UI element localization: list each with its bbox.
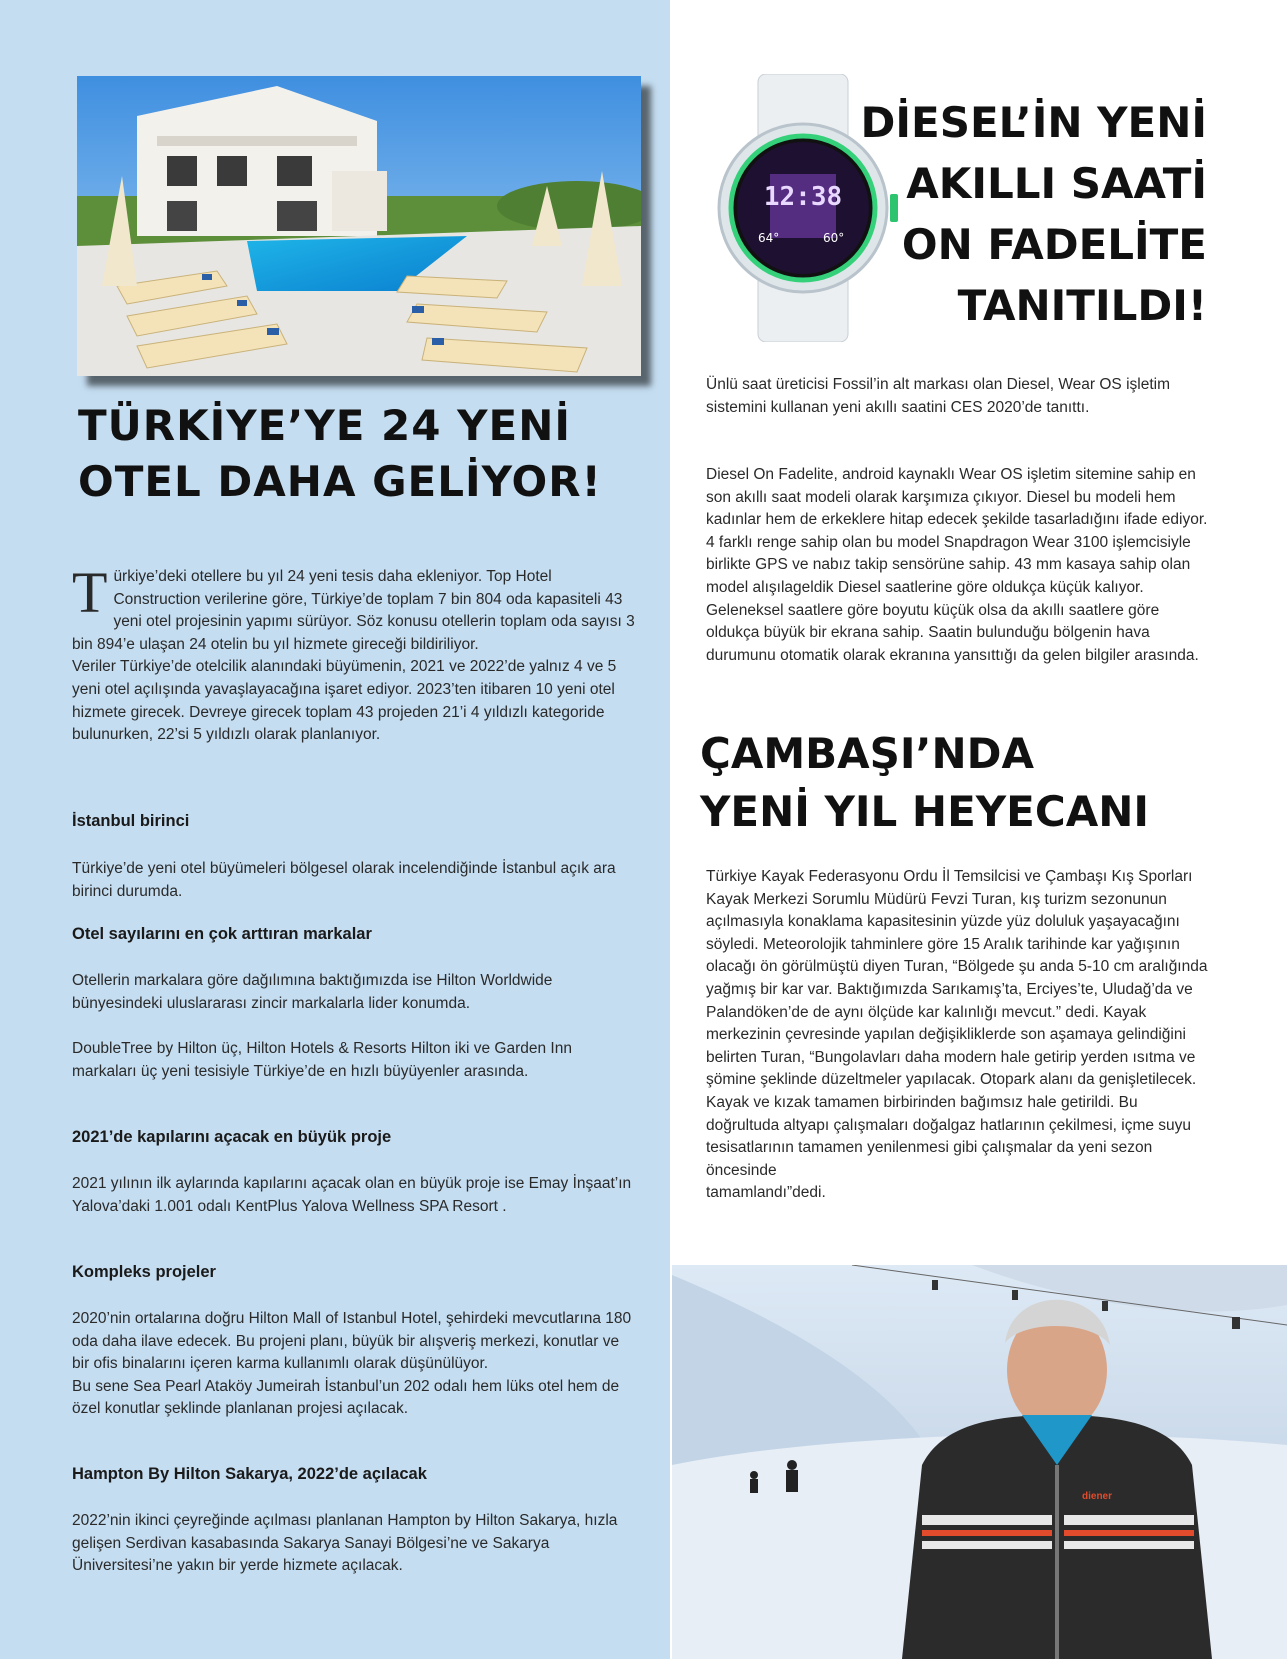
ski-paragraph — [706, 866, 1212, 1205]
left-article-intro — [72, 560, 638, 747]
watch-paragraph-1: Ünlü saat üreticisi Fossil’in alt markası olan Diesel, Wear OS işletim sistemini kullanan yeni akıllı saatini CES 2020’de tanıttı. — [706, 376, 1171, 416]
paragraph-doubletree: DoubleTree by Hilton üç, Hilton Hotels & Resorts Hilton iki ve Garden Inn markaları üç yeni tesisiyle Türkiye’de en hızlı büyüyenler arasında. — [72, 1040, 572, 1080]
hotel-pool-photo — [77, 76, 641, 376]
watch-left-temp: 64° — [758, 231, 780, 245]
paragraph-hilton-mall: 2020’nin ortalarına doğru Hilton Mall of Istanbul Hotel, şehirdeki mevcutlarına 180 oda daha ilave edecek. Bu projeni planı, büyük bir alışveriş merkezi, konutlar ve bir ofis binalarını içeren karma kullanımlı olarak düşünülüyor. — [72, 1310, 632, 1373]
watch-title-line4: TANITILDI! — [957, 281, 1207, 330]
subheading-hampton: Hampton By Hilton Sakarya, 2022’de açılacak — [72, 1465, 427, 1483]
paragraph-hampton: 2022’nin ikinci çeyreğinde açılması planlanan Hampton by Hilton Sakarya, hızla gelişen Serdivan kasabasında Sakarya Sanayi Bölgesi’ne ve Sakarya Üniversitesi’ne yakın bir yerde hizmete açılacak. — [72, 1512, 618, 1575]
watch-title-line1: DİESEL’İN YENİ — [860, 98, 1207, 147]
watch-title-line2: AKILLI SAATİ — [906, 159, 1207, 208]
watch-right-temp: 60° — [823, 231, 845, 245]
paragraph-istanbul: Türkiye’de yeni otel büyümeleri bölgesel olarak incelendiğinde İstanbul açık ara birinci durumda. — [72, 860, 616, 900]
ski-article-title-line2: YENİ YIL HEYECANI — [700, 787, 1149, 836]
watch-article-title — [787, 92, 1207, 336]
subheading-istanbul: İstanbul birinci — [72, 812, 190, 830]
paragraph-complex-projects — [72, 1308, 638, 1421]
watch-paragraph-2: Diesel On Fadelite, android kaynaklı Wear OS işletim sitemine sahip en son akıllı saat modeli olarak karşımıza çıkıyor. Diesel bu modeli hem kadınlar hem de erkeklere hitap edecek şekilde tasarladığını ifade ediyor. 4 farklı renge sahip olan bu model Snapdragon Wear 3100 işlemcisiyle birlikte GPS ve nabız takip sensörüne sahip. 43 mm kasaya sahip olan model alışılageldik Diesel saatlerine göre oldukça küçük kalıyor. Geleneksel saatlere göre boyutu küçük olsa da akıllı saatlere göre oldukça büyük bir ekrana sahip. Saatin bulunduğu bölgenin hava durumunu otomatik olarak ekranına yansıttığı da gelen bilgiler arasında. — [706, 466, 1208, 664]
subheading-brands: Otel sayılarını en çok arttıran markalar — [72, 925, 372, 943]
paragraph-sea-pearl: Bu sene Sea Pearl Ataköy Jumeirah İstanbul’un 202 odalı hem lüks otel hem de özel konutlar şeklinde planlanan projesi açılacak. — [72, 1377, 620, 1418]
paragraph-biggest-project: 2021 yılının ilk aylarında kapılarını açacak olan en büyük proje ise Emay İnşaat’ın Yalova’daki 1.001 odalı KentPlus Yalova Wellness SPA Resort . — [72, 1175, 632, 1215]
watch-time: 12:38 — [763, 182, 843, 212]
left-article-title-line1: TÜRKİYE’YE 24 YENİ — [78, 401, 572, 450]
ski-paragraph-end: tamamlandı”dedi. — [706, 1184, 826, 1202]
paragraph-brands: Otellerin markalara göre dağılımına baktığımızda ise Hilton Worldwide bünyesindeki uluslararası zincir markalarla lider konumda. — [72, 972, 553, 1012]
subheading-complex-projects: Kompleks projeler — [72, 1263, 216, 1281]
jacket-brand-label: diener — [1082, 1491, 1113, 1502]
drop-cap: T — [72, 560, 108, 625]
left-article-title-line2: OTEL DAHA GELİYOR! — [78, 457, 602, 506]
watch-title-line3: ON FADELİTE — [901, 220, 1207, 269]
ski-resort-photo — [672, 1265, 1287, 1659]
subheading-biggest-project: 2021’de kapılarını açacak en büyük proje — [72, 1128, 392, 1146]
intro-text-2: Veriler Türkiye’de otelcilik alanındaki büyümenin, 2021 ve 2022’de yalnız 4 ve 5 yeni otel açılışında yavaşlayacağına işaret ediyor. 2023’ten itibaren 10 yeni otel hizmete girecek. Devreye girecek toplam 43 projeden 21’i 4 yıldızlı kategoride bulunurken, 22’si 5 yıldızlı olarak planlanıyor. — [72, 658, 617, 744]
ski-paragraph-main: Türkiye Kayak Federasyonu Ordu İl Temsilcisi ve Çambaşı Kış Sporları Kayak Merkezi Sorumlu Müdürü Fevzi Turan, kış turizm sezonunun açılmasıyla konaklama kapasitesinin yüzde yüz doluluk yaşayacağını söyledi. Meteorolojik tahminlere göre 15 Aralık tarihinde kar yağışının olacağı ön görülmüştü diyen Turan, “Bölgede şu anda 5-10 cm aralığında yağmış bir kar var. Baktığımızda Sarıkamış’ta, Erciyes’te, Uludağ’da ve Palandöken’de de aynı ölçüde kar kalınlığı mevcut.” dedi. Kayak merkezinin çevresinde yapılan değişikliklerde son aşamaya gelindiğini belirten Turan, “Bungolavları daha modern hale getirip yerden ısıtma ve şömine şeklinde düzeltmeler yapılacak. Otopark alanı da genişletilecek. Kayak ve kızak tamamen birbirinden bağımsız hale getirildi. Bu doğrultuda altyapı çalışmaları doğalgaz hatlarının çekilmesi, içme suyu tesisatlarının tamamen yenilenmesi gibi çalışmalar da yeni sezon öncesinde — [706, 868, 1208, 1179]
intro-text: ürkiye’deki otellere bu yıl 24 yeni tesis daha ekleniyor. Top Hotel Construction verilerine göre, Türkiye’de toplam 7 bin 804 oda kapasiteli 43 yeni otel projesinin yapımı sürüyor. Söz konusu otellerin toplam oda sayısı 3 bin 894’e ulaşan 24 otelin bu yıl hizmete gireceği bildiriliyor. — [72, 568, 635, 653]
ski-article-title-line1: ÇAMBAŞI’NDA — [700, 729, 1034, 778]
